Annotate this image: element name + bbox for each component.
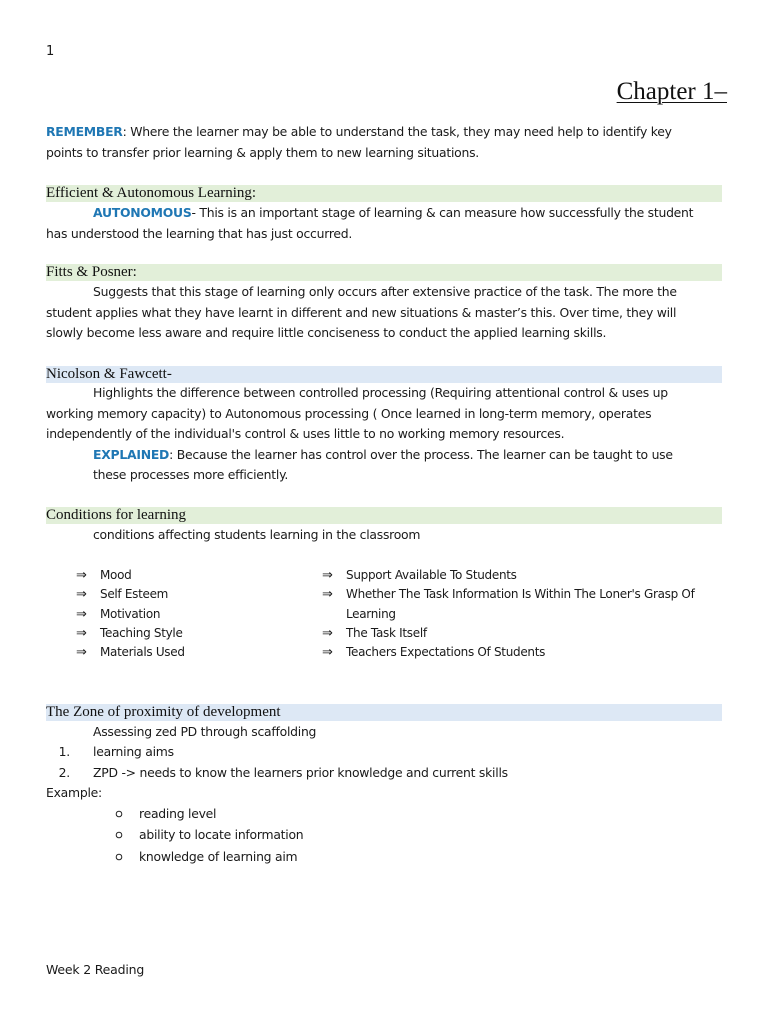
double-arrow-icon: ⇒: [76, 607, 87, 622]
item-text: ZPD -> needs to know the learners prior knowledge and current skills: [93, 764, 508, 780]
page-number: 1: [46, 44, 55, 59]
explained-block: [46, 445, 722, 486]
item-number: 1.: [58, 744, 70, 759]
list-item: [76, 566, 131, 585]
double-arrow-icon: ⇒: [76, 568, 87, 583]
list-item-label: Motivation: [100, 607, 161, 621]
list-item: [76, 624, 183, 643]
zone-numbered-list: [46, 742, 722, 804]
list-item: [76, 605, 160, 624]
fitts-text-line-1: Suggests that this stage of learning only occurs after extensive practice of the task. The more the: [93, 284, 677, 299]
heading-fitts-posner: Fitts & Posner:: [46, 264, 722, 281]
double-arrow-icon: ⇒: [322, 645, 333, 660]
heading-conditions-for-learning: Conditions for learning: [46, 507, 722, 524]
list-item-label: knowledge of learning aim: [139, 848, 298, 864]
hollow-circle-bullet-icon: [115, 846, 139, 867]
double-arrow-icon: ⇒: [322, 587, 333, 602]
item-number: 2.: [58, 764, 70, 780]
remember-paragraph: [46, 122, 722, 163]
list-item-label: Teaching Style: [100, 626, 183, 640]
list-item: [115, 846, 615, 867]
list-item: [115, 803, 615, 824]
list-item-label: Teachers Expectations Of Students: [346, 645, 546, 659]
numbered-item: [46, 763, 722, 784]
autonomous-text-line-2: has understood the learning that has just occurred.: [46, 225, 353, 241]
conditions-intro: conditions affecting students learning in the classroom: [93, 527, 421, 542]
list-item: [322, 566, 517, 585]
list-item-label: Support Available To Students: [346, 568, 517, 582]
list-item: [76, 643, 185, 662]
example-label: Example:: [46, 785, 102, 800]
item-text: learning aims: [93, 744, 174, 759]
double-arrow-icon: ⇒: [76, 626, 87, 641]
list-item-label: Whether The Task Information Is Within The Loner's Grasp Of: [346, 587, 695, 601]
explained-text-line-2: these processes more efficiently.: [93, 467, 289, 482]
autonomous-text-line-1: - This is an important stage of learning & can measure how successfully the student: [191, 205, 694, 220]
nicolson-text-line-2: working memory capacity) to Autonomous processing ( Once learned in long-term memory, operates: [46, 405, 652, 421]
list-item-label: Materials Used: [100, 645, 185, 659]
list-item: [76, 585, 168, 604]
nicolson-text-line-3: independently of the individual's control & uses little to no working memory resources.: [46, 426, 565, 441]
autonomous-keyword: AUTONOMOUS: [93, 205, 192, 220]
list-item-label: Self Esteem: [100, 587, 169, 601]
autonomous-paragraph: [46, 203, 722, 244]
list-item-label: ability to locate information: [139, 827, 304, 843]
zone-intro: Assessing zed PD through scaffolding: [93, 724, 317, 739]
heading-nicolson-fawcett: Nicolson & Fawcett-: [46, 366, 722, 383]
list-item-continuation: Learning: [346, 607, 396, 621]
fitts-text-line-3: slowly become less aware and require little conciseness to conduct the applied learning skills.: [46, 325, 607, 340]
remember-text-line-2: points to transfer prior learning & apply them to new learning situations.: [46, 144, 479, 160]
page-footer: Week 2 Reading: [46, 962, 145, 977]
heading-efficient-autonomous: Efficient & Autonomous Learning:: [46, 185, 722, 202]
fitts-text-line-2: student applies what they have learnt in different and new situations & master’s this. Over time, they will: [46, 304, 677, 320]
list-item-label: reading level: [139, 806, 217, 821]
conditions-left-list: [76, 566, 306, 666]
remember-text-line-1: : Where the learner may be able to understand the task, they may need help to identify key: [122, 124, 672, 139]
nicolson-text-line-1: Highlights the difference between controlled processing (Requiring attentional control & uses up: [93, 385, 668, 400]
list-item: [322, 624, 427, 643]
list-item: [115, 824, 615, 845]
nicolson-paragraph: [46, 383, 722, 486]
hollow-circle-bullet-icon: [115, 824, 139, 845]
double-arrow-icon: ⇒: [322, 626, 333, 641]
example-bullet-list: [115, 803, 615, 867]
list-item-label: The Task Itself: [346, 626, 427, 640]
conditions-right-list: [322, 566, 722, 666]
hollow-circle-bullet-icon: [115, 803, 139, 824]
explained-keyword: EXPLAINED: [93, 446, 170, 462]
double-arrow-icon: ⇒: [76, 645, 87, 660]
chapter-title: Chapter 1–: [616, 78, 727, 105]
double-arrow-icon: ⇒: [76, 587, 87, 602]
list-item: [322, 585, 695, 604]
heading-zone-of-proximity: The Zone of proximity of development: [46, 704, 722, 721]
double-arrow-icon: ⇒: [322, 568, 333, 583]
list-item: [322, 643, 545, 662]
numbered-item: [46, 742, 722, 763]
fitts-paragraph: [46, 282, 722, 344]
remember-keyword: REMEMBER: [46, 124, 123, 139]
list-item-label: Mood: [100, 568, 132, 582]
explained-text-line-1: : Because the learner has control over the process. The learner can be taught to use: [169, 446, 673, 462]
